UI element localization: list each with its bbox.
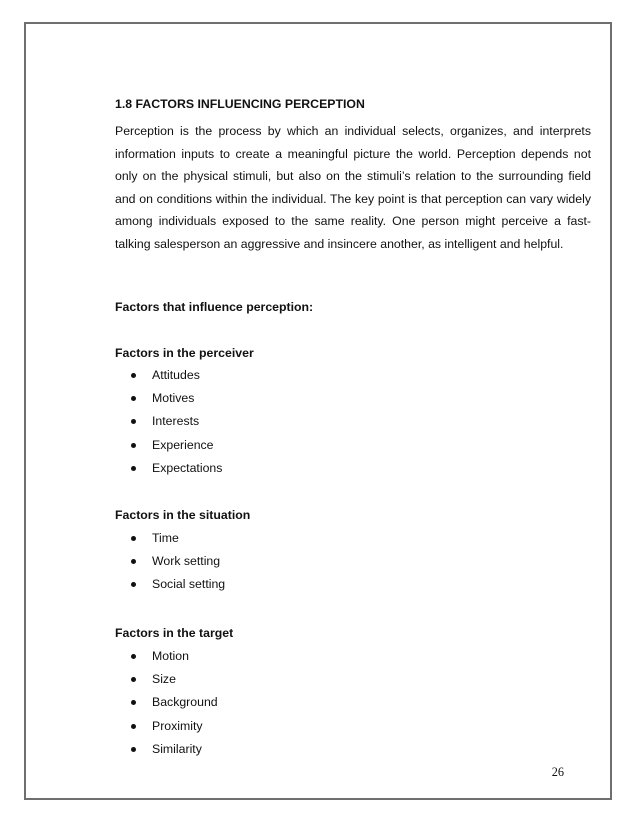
- situation-title: Factors in the situation: [115, 508, 251, 522]
- bullet-icon: [131, 536, 136, 541]
- section-paragraph: Perception is the process by which an individual selects, organizes, and interprets information inputs to create a meaningful picture the world. Perception depends not only on the physical stimuli, but also on the stimuli’s relation to the surrounding field and on conditions within the individual. The key point is that perception can vary widely among individuals exposed to the same reality. One person might perceive a fast-talking salesperson an aggressive and insincere another, as intelligent and helpful.: [115, 124, 591, 251]
- list-item-label: Motives: [152, 391, 195, 406]
- factors-title: Factors that influence perception:: [115, 300, 314, 314]
- list-item-label: Expectations: [152, 460, 223, 475]
- list-item: [115, 414, 591, 437]
- list-item: [115, 461, 591, 484]
- list-item-label: Interests: [152, 414, 200, 429]
- list-item: [115, 719, 591, 742]
- target-list: [115, 649, 591, 765]
- bullet-icon: [131, 396, 136, 401]
- list-item: [115, 531, 591, 554]
- bullet-icon: [131, 373, 136, 378]
- list-item-label: Work setting: [152, 554, 221, 569]
- bullet-icon: [131, 700, 136, 705]
- situation-list: [115, 531, 591, 601]
- list-item: [115, 577, 591, 600]
- list-item: [115, 695, 591, 718]
- bullet-icon: [131, 747, 136, 752]
- list-item-label: Time: [152, 531, 179, 545]
- target-title: Factors in the target: [115, 626, 234, 640]
- bullet-icon: [131, 724, 136, 729]
- list-item: [115, 649, 591, 672]
- list-item-label: Experience: [152, 437, 214, 452]
- bullet-icon: [131, 677, 136, 682]
- list-item: [115, 391, 591, 414]
- list-item-label: Similarity: [152, 741, 202, 756]
- list-item: [115, 672, 591, 695]
- list-item-label: Motion: [152, 649, 189, 663]
- perceiver-list: [115, 368, 591, 484]
- perceiver-title: Factors in the perceiver: [115, 346, 254, 360]
- list-item: [115, 554, 591, 577]
- list-item-label: Proximity: [152, 718, 203, 733]
- bullet-icon: [131, 443, 136, 448]
- bullet-icon: [131, 559, 136, 564]
- list-item: [115, 438, 591, 461]
- bullet-icon: [131, 654, 136, 659]
- list-item-label: Attitudes: [152, 368, 200, 382]
- list-item-label: Background: [152, 695, 218, 710]
- page-number: 26: [551, 765, 564, 779]
- bullet-icon: [131, 419, 136, 424]
- document-page: [24, 22, 612, 800]
- list-item: [115, 742, 591, 765]
- list-item-label: Size: [152, 672, 176, 687]
- bullet-icon: [131, 582, 136, 587]
- bullet-icon: [131, 466, 136, 471]
- list-item: [115, 368, 591, 391]
- section-heading: 1.8 FACTORS INFLUENCING PERCEPTION: [115, 97, 365, 111]
- list-item-label: Social setting: [152, 577, 226, 592]
